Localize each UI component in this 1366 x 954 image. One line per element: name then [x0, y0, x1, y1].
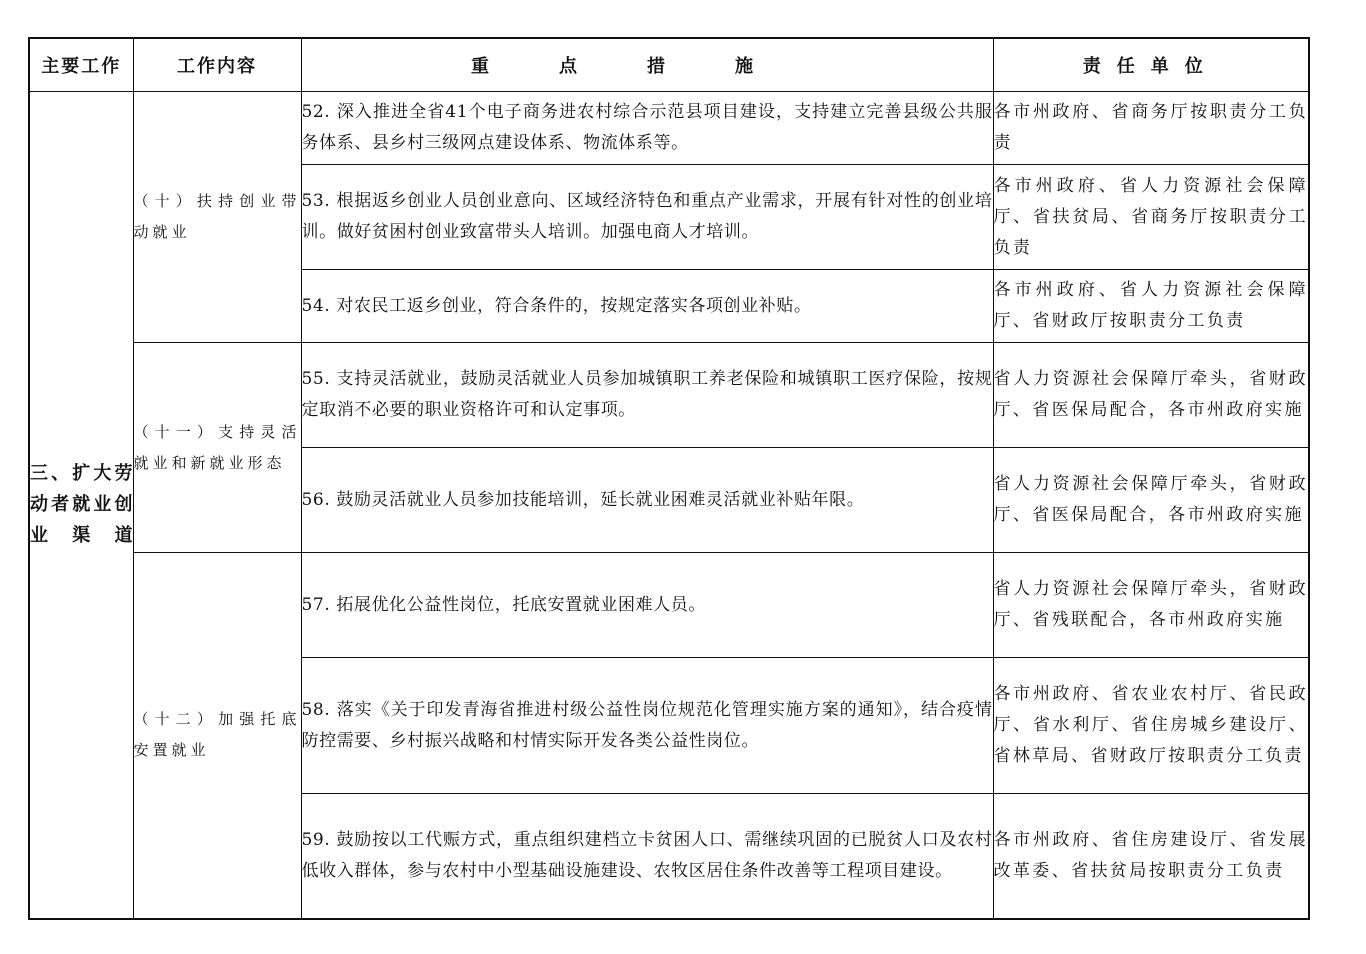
responsible-cell: 各市州政府、省人力资源社会保障厅、省财政厅按职责分工负责 [993, 270, 1309, 343]
header-responsible-unit: 责任单位 [993, 38, 1309, 92]
header-main-work: 主要工作 [29, 38, 133, 92]
work-content-cell: （十一）支持灵活就业和新就业形态 [133, 343, 301, 553]
table-row [29, 92, 1309, 165]
table-row [29, 343, 1309, 448]
responsible-cell: 各市州政府、省商务厅按职责分工负责 [993, 92, 1309, 165]
measure-cell: 56. 鼓励灵活就业人员参加技能培训，延长就业困难灵活就业补贴年限。 [301, 448, 993, 553]
header-key-measures: 重点措施 [301, 38, 993, 92]
measure-cell: 57. 拓展优化公益性岗位，托底安置就业困难人员。 [301, 553, 993, 658]
responsible-cell: 各市州政府、省农业农村厅、省民政厅、省水利厅、省住房城乡建设厅、省林草局、省财政厅按职责分工负责 [993, 658, 1309, 794]
responsible-cell: 省人力资源社会保障厅牵头，省财政厅、省医保局配合，各市州政府实施 [993, 343, 1309, 448]
header-work-content: 工作内容 [133, 38, 301, 92]
work-content-cell: （十）扶持创业带动就业 [133, 92, 301, 343]
measure-cell: 55. 支持灵活就业，鼓励灵活就业人员参加城镇职工养老保险和城镇职工医疗保险，按规定取消不必要的职业资格许可和认定事项。 [301, 343, 993, 448]
measure-cell: 54. 对农民工返乡创业，符合条件的，按规定落实各项创业补贴。 [301, 270, 993, 343]
main-work-cell: 三、扩大劳动者就业创业渠道 [29, 92, 133, 919]
responsible-cell: 省人力资源社会保障厅牵头，省财政厅、省残联配合，各市州政府实施 [993, 553, 1309, 658]
responsible-cell: 各市州政府、省人力资源社会保障厅、省扶贫局、省商务厅按职责分工负责 [993, 165, 1309, 270]
measure-cell: 52. 深入推进全省41个电子商务进农村综合示范县项目建设，支持建立完善县级公共服务体系、县乡村三级网点建设体系、物流体系等。 [301, 92, 993, 165]
measures-table [28, 37, 1310, 920]
measure-cell: 53. 根据返乡创业人员创业意向、区域经济特色和重点产业需求，开展有针对性的创业培训。做好贫困村创业致富带头人培训。加强电商人才培训。 [301, 165, 993, 270]
work-content-cell: （十二）加强托底安置就业 [133, 553, 301, 919]
responsible-cell: 各市州政府、省住房建设厅、省发展改革委、省扶贫局按职责分工负责 [993, 794, 1309, 919]
measure-cell: 59. 鼓励按以工代赈方式，重点组织建档立卡贫困人口、需继续巩固的已脱贫人口及农村低收入群体，参与农村中小型基础设施建设、农牧区居住条件改善等工程项目建设。 [301, 794, 993, 919]
measure-cell: 58. 落实《关于印发青海省推进村级公益性岗位规范化管理实施方案的通知》，结合疫情防控需要、乡村振兴战略和村情实际开发各类公益性岗位。 [301, 658, 993, 794]
table-row [29, 553, 1309, 658]
responsible-cell: 省人力资源社会保障厅牵头，省财政厅、省医保局配合，各市州政府实施 [993, 448, 1309, 553]
header-row [29, 38, 1309, 92]
